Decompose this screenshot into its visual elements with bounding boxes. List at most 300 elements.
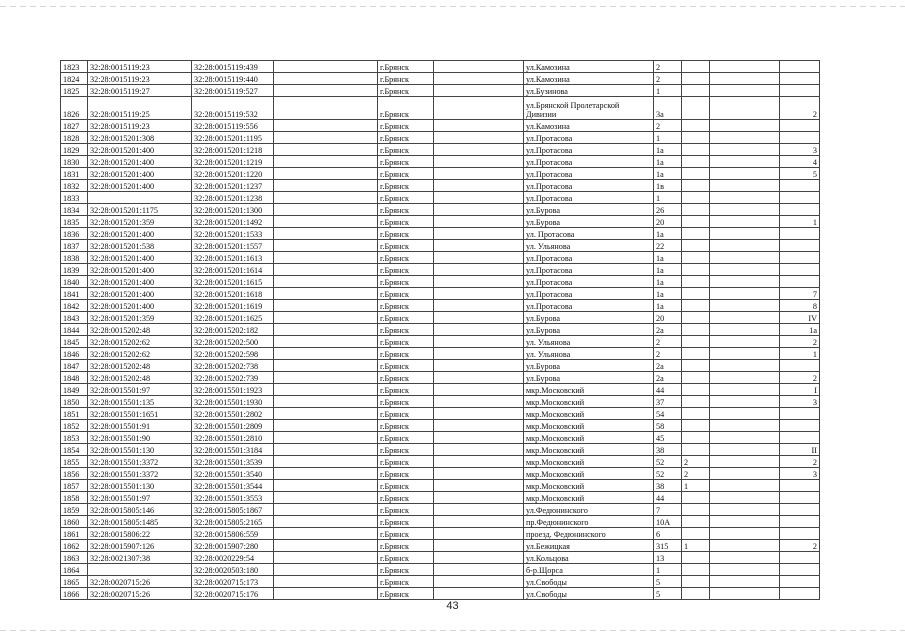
table-row	[61, 408, 820, 420]
table-row	[61, 97, 820, 120]
cell-street: ул. Ульянова	[524, 348, 654, 360]
cell-building-number	[682, 97, 710, 120]
cell-building-number: 2	[682, 456, 710, 468]
cell-street: б-р.Щорса	[524, 564, 654, 576]
cell-empty-col-b	[434, 444, 524, 456]
cell-cadastral-number: 32:28:0015119:439	[192, 61, 274, 73]
cell-row-number: 1824	[61, 73, 88, 85]
table-row	[61, 180, 820, 192]
cell-street: ул.Протасова	[524, 288, 654, 300]
cell-cadastral-number: 32:28:0015202:738	[192, 360, 274, 372]
cell-house-number: 5	[654, 588, 682, 600]
cell-empty-col-a	[274, 408, 378, 420]
cell-city: г.Брянск	[378, 396, 434, 408]
cell-row-number: 1845	[61, 336, 88, 348]
cell-cadastral-number: 32:28:0015201:1237	[192, 180, 274, 192]
cell-street: проезд. Федюнинского	[524, 528, 654, 540]
cell-parent-cadastral-number: 32:28:0020715:26	[88, 576, 192, 588]
cell-city: г.Брянск	[378, 360, 434, 372]
cell-empty-col-c	[710, 97, 780, 120]
cell-cadastral-number: 32:28:0015202:182	[192, 324, 274, 336]
cell-building-number: 1	[682, 480, 710, 492]
cell-house-number: 7	[654, 504, 682, 516]
cell-street: мкр.Московский	[524, 408, 654, 420]
cell-row-number: 1849	[61, 384, 88, 396]
table-row	[61, 168, 820, 180]
cell-city: г.Брянск	[378, 192, 434, 204]
cell-house-number: 1а	[654, 276, 682, 288]
cell-empty-col-c	[710, 168, 780, 180]
cell-cadastral-number: 32:28:0015501:3553	[192, 492, 274, 504]
cell-cadastral-number: 32:28:0015501:3544	[192, 480, 274, 492]
cell-empty-col-c	[710, 588, 780, 600]
cell-building-number	[682, 408, 710, 420]
cell-empty-col-c	[710, 252, 780, 264]
cell-cadastral-number: 32:28:0020229:54	[192, 552, 274, 564]
cell-street: ул.Бузинова	[524, 85, 654, 97]
page-number: 43	[446, 600, 459, 612]
cell-empty-col-b	[434, 300, 524, 312]
cell-house-number: 1а	[654, 144, 682, 156]
table-row	[61, 372, 820, 384]
cell-parent-cadastral-number: 32:28:0015501:3372	[88, 456, 192, 468]
cell-apartment	[780, 480, 820, 492]
cell-street: мкр.Московский	[524, 420, 654, 432]
cell-row-number: 1856	[61, 468, 88, 480]
cell-cadastral-number: 32:28:0015501:2810	[192, 432, 274, 444]
cell-building-number: 1	[682, 540, 710, 552]
table-row	[61, 288, 820, 300]
cell-empty-col-a	[274, 276, 378, 288]
table-row	[61, 312, 820, 324]
cell-apartment: 2	[780, 540, 820, 552]
cell-cadastral-number: 32:28:0015907:280	[192, 540, 274, 552]
cell-row-number: 1831	[61, 168, 88, 180]
cell-empty-col-c	[710, 420, 780, 432]
cell-empty-col-c	[710, 228, 780, 240]
cell-empty-col-b	[434, 252, 524, 264]
cell-row-number: 1838	[61, 252, 88, 264]
cell-city: г.Брянск	[378, 85, 434, 97]
cell-cadastral-number: 32:28:0015201:1615	[192, 276, 274, 288]
cell-building-number	[682, 216, 710, 228]
cell-city: г.Брянск	[378, 552, 434, 564]
cell-row-number: 1837	[61, 240, 88, 252]
cell-city: г.Брянск	[378, 516, 434, 528]
table-row	[61, 480, 820, 492]
cell-row-number: 1862	[61, 540, 88, 552]
cell-empty-col-b	[434, 204, 524, 216]
cell-apartment: IV	[780, 312, 820, 324]
cell-empty-col-b	[434, 504, 524, 516]
cell-empty-col-b	[434, 588, 524, 600]
cell-empty-col-c	[710, 360, 780, 372]
cell-city: г.Брянск	[378, 276, 434, 288]
cell-empty-col-b	[434, 408, 524, 420]
cell-apartment	[780, 228, 820, 240]
cell-city: г.Брянск	[378, 540, 434, 552]
cell-empty-col-b	[434, 456, 524, 468]
cell-empty-col-c	[710, 348, 780, 360]
cell-house-number: 1	[654, 564, 682, 576]
cell-empty-col-c	[710, 312, 780, 324]
cell-cadastral-number: 32:28:0015501:3539	[192, 456, 274, 468]
cell-parent-cadastral-number: 32:28:0015501:90	[88, 432, 192, 444]
cell-apartment	[780, 564, 820, 576]
cell-cadastral-number: 32:28:0015201:1614	[192, 264, 274, 276]
table-row	[61, 336, 820, 348]
cell-city: г.Брянск	[378, 252, 434, 264]
cell-empty-col-a	[274, 312, 378, 324]
cell-building-number	[682, 61, 710, 73]
cell-row-number: 1833	[61, 192, 88, 204]
cell-cadastral-number: 32:28:0020715:173	[192, 576, 274, 588]
cell-house-number: 1а	[654, 168, 682, 180]
cell-building-number	[682, 444, 710, 456]
cell-row-number: 1840	[61, 276, 88, 288]
table-row	[61, 444, 820, 456]
cell-empty-col-b	[434, 528, 524, 540]
cell-cadastral-number: 32:28:0015501:3184	[192, 444, 274, 456]
cell-empty-col-a	[274, 468, 378, 480]
table-row	[61, 504, 820, 516]
cell-cadastral-number: 32:28:0015201:1619	[192, 300, 274, 312]
cell-apartment	[780, 588, 820, 600]
cell-house-number: 44	[654, 492, 682, 504]
cell-apartment: 2	[780, 456, 820, 468]
cell-empty-col-a	[274, 132, 378, 144]
cell-building-number	[682, 132, 710, 144]
table-row	[61, 540, 820, 552]
cell-house-number: 26	[654, 204, 682, 216]
cell-building-number	[682, 336, 710, 348]
cell-empty-col-c	[710, 73, 780, 85]
cell-parent-cadastral-number: 32:28:0015501:3372	[88, 468, 192, 480]
cell-row-number: 1842	[61, 300, 88, 312]
cell-city: г.Брянск	[378, 120, 434, 132]
cell-empty-col-a	[274, 288, 378, 300]
cell-empty-col-b	[434, 276, 524, 288]
cell-empty-col-c	[710, 61, 780, 73]
cell-city: г.Брянск	[378, 216, 434, 228]
cell-empty-col-c	[710, 324, 780, 336]
cell-city: г.Брянск	[378, 384, 434, 396]
cell-row-number: 1855	[61, 456, 88, 468]
cell-street: ул.Протасова	[524, 252, 654, 264]
cell-street: ул.Бурова	[524, 360, 654, 372]
cell-empty-col-c	[710, 156, 780, 168]
table-row	[61, 276, 820, 288]
cell-empty-col-c	[710, 144, 780, 156]
cell-city: г.Брянск	[378, 168, 434, 180]
cell-empty-col-c	[710, 564, 780, 576]
cell-empty-col-a	[274, 396, 378, 408]
cell-empty-col-c	[710, 372, 780, 384]
cell-parent-cadastral-number: 32:28:0015201:400	[88, 264, 192, 276]
cell-building-number	[682, 180, 710, 192]
cell-empty-col-a	[274, 456, 378, 468]
cell-cadastral-number: 32:28:0015806:559	[192, 528, 274, 540]
cell-apartment: 2	[780, 336, 820, 348]
table-row	[61, 132, 820, 144]
cell-apartment	[780, 552, 820, 564]
cell-empty-col-c	[710, 528, 780, 540]
cell-empty-col-b	[434, 420, 524, 432]
cadastral-table	[60, 60, 820, 600]
cell-empty-col-a	[274, 73, 378, 85]
cell-city: г.Брянск	[378, 336, 434, 348]
cell-parent-cadastral-number: 32:28:0015201:1175	[88, 204, 192, 216]
cell-parent-cadastral-number: 32:28:0015202:48	[88, 360, 192, 372]
cell-building-number	[682, 384, 710, 396]
cell-street: ул.Протасова	[524, 144, 654, 156]
cell-building-number	[682, 192, 710, 204]
cell-empty-col-c	[710, 216, 780, 228]
cell-house-number: 1	[654, 85, 682, 97]
cell-parent-cadastral-number: 32:28:0015907:126	[88, 540, 192, 552]
cell-building-number	[682, 312, 710, 324]
cell-apartment	[780, 504, 820, 516]
cell-empty-col-c	[710, 456, 780, 468]
cell-row-number: 1832	[61, 180, 88, 192]
cell-empty-col-a	[274, 61, 378, 73]
cell-parent-cadastral-number: 32:28:0015201:400	[88, 276, 192, 288]
cell-empty-col-a	[274, 528, 378, 540]
cell-row-number: 1859	[61, 504, 88, 516]
cell-empty-col-a	[274, 564, 378, 576]
cell-parent-cadastral-number: 32:28:0015119:23	[88, 61, 192, 73]
cell-house-number: 20	[654, 216, 682, 228]
cell-cadastral-number: 32:28:0015501:2809	[192, 420, 274, 432]
cell-parent-cadastral-number: 32:28:0015201:400	[88, 156, 192, 168]
cell-building-number	[682, 264, 710, 276]
cell-empty-col-a	[274, 324, 378, 336]
cell-street: ул.Камозина	[524, 61, 654, 73]
table-row	[61, 384, 820, 396]
cell-cadastral-number: 32:28:0015202:500	[192, 336, 274, 348]
cell-empty-col-a	[274, 372, 378, 384]
cell-building-number	[682, 324, 710, 336]
cell-building-number	[682, 552, 710, 564]
cell-parent-cadastral-number: 32:28:0015202:48	[88, 324, 192, 336]
cell-empty-col-c	[710, 480, 780, 492]
cell-parent-cadastral-number: 32:28:0015805:146	[88, 504, 192, 516]
cell-apartment	[780, 420, 820, 432]
cell-parent-cadastral-number: 32:28:0015201:400	[88, 288, 192, 300]
cell-row-number: 1854	[61, 444, 88, 456]
cell-cadastral-number: 32:28:0015201:1218	[192, 144, 274, 156]
cell-empty-col-c	[710, 408, 780, 420]
table-row	[61, 576, 820, 588]
cell-empty-col-a	[274, 300, 378, 312]
cell-empty-col-c	[710, 576, 780, 588]
cell-parent-cadastral-number: 32:28:0015501:91	[88, 420, 192, 432]
cell-empty-col-c	[710, 504, 780, 516]
cell-apartment	[780, 192, 820, 204]
cell-cadastral-number: 32:28:0015805:1867	[192, 504, 274, 516]
cell-empty-col-a	[274, 588, 378, 600]
cell-empty-col-a	[274, 360, 378, 372]
cell-house-number: 52	[654, 468, 682, 480]
cell-city: г.Брянск	[378, 204, 434, 216]
cell-city: г.Брянск	[378, 61, 434, 73]
cell-empty-col-b	[434, 576, 524, 588]
cell-city: г.Брянск	[378, 312, 434, 324]
cell-apartment: 8	[780, 300, 820, 312]
cell-apartment	[780, 516, 820, 528]
cell-cadastral-number: 32:28:0015201:1195	[192, 132, 274, 144]
cell-row-number: 1858	[61, 492, 88, 504]
cell-parent-cadastral-number: 32:28:0015201:400	[88, 228, 192, 240]
cell-city: г.Брянск	[378, 132, 434, 144]
scan-artifact-top	[0, 6, 905, 7]
cell-street: ул.Брянской Пролетарской Дивизии	[524, 97, 654, 120]
cell-house-number: 1а	[654, 300, 682, 312]
cell-building-number	[682, 576, 710, 588]
cell-cadastral-number: 32:28:0015805:2165	[192, 516, 274, 528]
cell-street: ул.Федюнинского	[524, 504, 654, 516]
cell-street: ул.Протасова	[524, 192, 654, 204]
cell-empty-col-a	[274, 85, 378, 97]
cell-cadastral-number: 32:28:0015201:1613	[192, 252, 274, 264]
table-row	[61, 192, 820, 204]
cell-street: мкр.Московский	[524, 468, 654, 480]
cell-empty-col-b	[434, 432, 524, 444]
cell-cadastral-number: 32:28:0015201:1625	[192, 312, 274, 324]
cell-empty-col-a	[274, 97, 378, 120]
cell-apartment: 2	[780, 372, 820, 384]
cell-row-number: 1835	[61, 216, 88, 228]
cell-empty-col-a	[274, 144, 378, 156]
cell-city: г.Брянск	[378, 156, 434, 168]
cell-house-number: 20	[654, 312, 682, 324]
cell-empty-col-c	[710, 240, 780, 252]
table-row	[61, 300, 820, 312]
cell-cadastral-number: 32:28:0015201:1220	[192, 168, 274, 180]
cell-cadastral-number: 32:28:0015501:1923	[192, 384, 274, 396]
cell-row-number: 1846	[61, 348, 88, 360]
cell-apartment: 1а	[780, 324, 820, 336]
cell-building-number	[682, 432, 710, 444]
cell-empty-col-b	[434, 492, 524, 504]
cell-parent-cadastral-number: 32:28:0015201:400	[88, 300, 192, 312]
cell-city: г.Брянск	[378, 264, 434, 276]
table-body	[61, 61, 820, 600]
cell-empty-col-b	[434, 396, 524, 408]
table-row	[61, 61, 820, 73]
cell-cadastral-number: 32:28:0015201:1557	[192, 240, 274, 252]
table-row	[61, 228, 820, 240]
cell-row-number: 1853	[61, 432, 88, 444]
cell-street: ул.Свободы	[524, 588, 654, 600]
cell-empty-col-a	[274, 168, 378, 180]
cell-city: г.Брянск	[378, 480, 434, 492]
cell-house-number: 5	[654, 576, 682, 588]
cell-empty-col-c	[710, 444, 780, 456]
cell-row-number: 1827	[61, 120, 88, 132]
cell-building-number	[682, 276, 710, 288]
cell-house-number: 38	[654, 444, 682, 456]
cell-city: г.Брянск	[378, 240, 434, 252]
cell-city: г.Брянск	[378, 180, 434, 192]
cell-building-number	[682, 564, 710, 576]
cell-house-number: 2а	[654, 372, 682, 384]
cell-house-number: 315	[654, 540, 682, 552]
cell-row-number: 1865	[61, 576, 88, 588]
cell-house-number: 38	[654, 480, 682, 492]
cell-parent-cadastral-number: 32:28:0015201:359	[88, 312, 192, 324]
cell-cadastral-number: 32:28:0015501:1930	[192, 396, 274, 408]
cell-empty-col-b	[434, 552, 524, 564]
cell-empty-col-a	[274, 252, 378, 264]
cell-city: г.Брянск	[378, 444, 434, 456]
cell-row-number: 1848	[61, 372, 88, 384]
cell-parent-cadastral-number: 32:28:0015119:25	[88, 97, 192, 120]
cell-street: ул.Протасова	[524, 264, 654, 276]
cell-empty-col-c	[710, 300, 780, 312]
table-row	[61, 73, 820, 85]
cell-empty-col-a	[274, 432, 378, 444]
cell-row-number: 1839	[61, 264, 88, 276]
cell-row-number: 1857	[61, 480, 88, 492]
table-row	[61, 492, 820, 504]
cell-apartment: 3	[780, 144, 820, 156]
cell-city: г.Брянск	[378, 73, 434, 85]
table-row	[61, 564, 820, 576]
cell-empty-col-c	[710, 552, 780, 564]
cell-empty-col-c	[710, 276, 780, 288]
cell-empty-col-b	[434, 240, 524, 252]
cell-row-number: 1834	[61, 204, 88, 216]
cell-parent-cadastral-number: 32:28:0015202:62	[88, 336, 192, 348]
cell-cadastral-number: 32:28:0015201:1492	[192, 216, 274, 228]
cell-empty-col-a	[274, 540, 378, 552]
cell-street: ул. Протасова	[524, 228, 654, 240]
cell-house-number: 3а	[654, 97, 682, 120]
cell-parent-cadastral-number: 32:28:0015202:48	[88, 372, 192, 384]
cell-empty-col-a	[274, 492, 378, 504]
cell-empty-col-b	[434, 468, 524, 480]
cell-parent-cadastral-number: 32:28:0015202:62	[88, 348, 192, 360]
cell-building-number	[682, 420, 710, 432]
cell-empty-col-b	[434, 61, 524, 73]
cell-street: мкр.Московский	[524, 396, 654, 408]
cell-house-number: 54	[654, 408, 682, 420]
cell-street: мкр.Московский	[524, 480, 654, 492]
cell-cadastral-number: 32:28:0015119:440	[192, 73, 274, 85]
table-row	[61, 240, 820, 252]
cell-row-number: 1836	[61, 228, 88, 240]
cell-city: г.Брянск	[378, 300, 434, 312]
table-row	[61, 420, 820, 432]
cell-apartment	[780, 408, 820, 420]
cell-building-number: 2	[682, 468, 710, 480]
cell-empty-col-c	[710, 336, 780, 348]
cell-empty-col-b	[434, 540, 524, 552]
cell-building-number	[682, 252, 710, 264]
cell-empty-col-a	[274, 216, 378, 228]
cell-empty-col-b	[434, 348, 524, 360]
table-row	[61, 144, 820, 156]
cell-empty-col-c	[710, 396, 780, 408]
cell-street: мкр.Московский	[524, 492, 654, 504]
cell-empty-col-a	[274, 480, 378, 492]
cell-empty-col-b	[434, 180, 524, 192]
cell-apartment: 7	[780, 288, 820, 300]
cell-city: г.Брянск	[378, 324, 434, 336]
cell-building-number	[682, 360, 710, 372]
table-row	[61, 216, 820, 228]
